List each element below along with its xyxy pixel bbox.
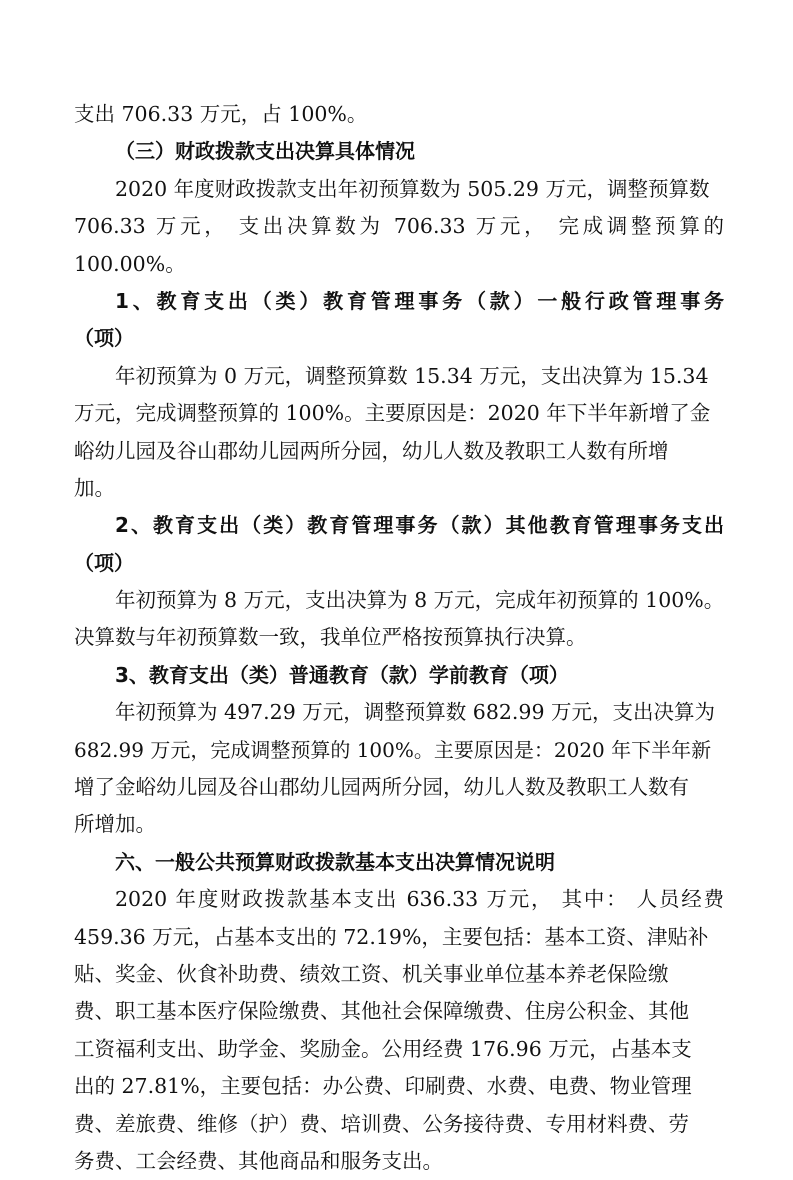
text-line: 费、职工基本医疗保险缴费、其他社会保障缴费、住房公积金、其他 [74,999,689,1024]
text-line: 峪幼儿园及谷山郡幼儿园两所分园，幼儿人数及教职工人数有所增 [74,438,669,463]
item-heading: 1、教育支出（类）教育管理事务（款）一般行政管理事务 [115,288,724,313]
text-line: 加。 [74,475,115,500]
paragraph-first-line: 年初预算为 497.29 万元，调整预算数 682.99 万元，支出决算为 [115,700,716,725]
paragraph-first-line: 年初预算为 0 万元，调整预算数 15.34 万元，支出决算为 15.34 [115,363,709,388]
item-heading-continuation: （项） [74,550,134,575]
text-line: 706.33 万元， 支出决算数为 706.33 万元， 完成调整预算的 [74,214,724,239]
section-heading: 六、一般公共预算财政拨款基本支出决算情况说明 [115,849,555,874]
item-heading-continuation: （项） [74,326,134,351]
document-page [74,96,724,1180]
text-line: 所增加。 [74,812,156,837]
text-line: 务费、工会经费、其他商品和服务支出。 [74,1148,443,1173]
item-heading: 3、教育支出（类）普通教育（款）学前教育（项） [115,662,569,687]
text-line: 459.36 万元，占基本支出的 72.19%，主要包括：基本工资、津贴补 [74,924,709,949]
text-line: 682.99 万元，完成调整预算的 100%。主要原因是：2020 年下半年新 [74,737,712,762]
paragraph-first-line: 年初预算为 8 万元，支出决算为 8 万元，完成年初预算的 100%。 [115,588,725,613]
text-line: 支出 706.33 万元，占 100%。 [74,102,368,126]
text-line: 费、差旅费、维修（护）费、培训费、公务接待费、专用材料费、劳 [74,1111,689,1136]
text-line: 100.00%。 [74,251,186,276]
text-line: 决算数与年初预算数一致，我单位严格按预算执行决算。 [74,625,587,650]
paragraph-first-line: 2020 年度财政拨款支出年初预算数为 505.29 万元，调整预算数 [115,176,710,201]
text-line: 贴、奖金、伙食补助费、绩效工资、机关事业单位基本养老保险缴 [74,961,669,986]
text-line: 出的 27.81%，主要包括：办公费、印刷费、水费、电费、物业管理 [74,1074,692,1099]
section-heading: （三）财政拨款支出决算具体情况 [115,139,415,164]
text-line: 工资福利支出、助学金、奖励金。公用经费 176.96 万元，占基本支 [74,1036,692,1061]
text-line: 万元，完成调整预算的 100%。主要原因是：2020 年下半年新增了金 [74,401,711,426]
item-heading: 2、教育支出（类）教育管理事务（款）其他教育管理事务支出 [115,513,724,538]
text-line: 增了金峪幼儿园及谷山郡幼儿园两所分园，幼儿人数及教职工人数有 [74,775,689,800]
paragraph-first-line: 2020 年度财政拨款基本支出 636.33 万元， 其中： 人员经费 [115,887,724,912]
